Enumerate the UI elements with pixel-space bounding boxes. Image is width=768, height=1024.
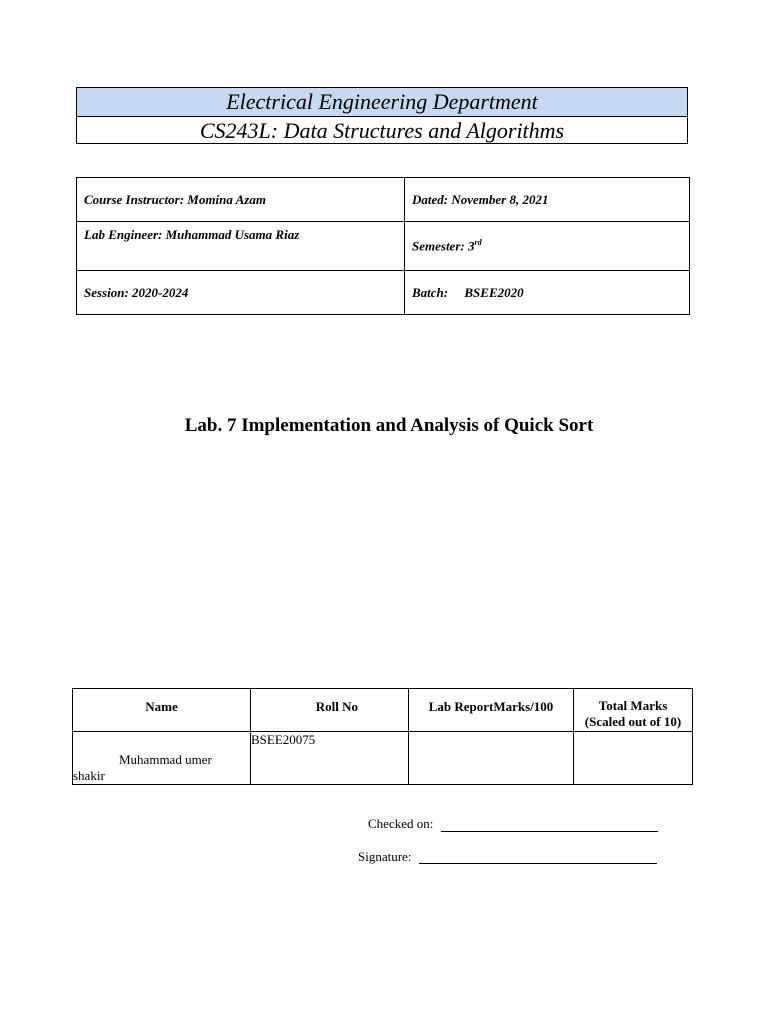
report-marks-cell: [409, 732, 574, 785]
header-total-line1: Total Marks: [598, 698, 668, 713]
batch-value: BSEE2020: [464, 284, 524, 300]
roll-number-cell: [251, 732, 409, 785]
instructor-cell: [77, 178, 405, 222]
roll-number: BSEE20075: [251, 732, 316, 747]
checked-on-label: Checked on:: [368, 816, 434, 831]
student-name-line1: Muhammad umer: [119, 752, 212, 767]
instructor-text: Course Instructor: Momina Azam: [84, 191, 266, 207]
header-box: [76, 87, 688, 144]
course-info-table: [76, 177, 690, 315]
session-text: Session: 2020-2024: [84, 284, 189, 300]
signature-line: [419, 863, 657, 864]
student-name-cell: [73, 732, 251, 785]
course-title: CS243L: Data Structures and Algorithms: [199, 118, 565, 143]
total-marks-cell: [574, 732, 693, 785]
dated-text: Dated: November 8, 2021: [412, 191, 549, 207]
header-roll-text: Roll No: [315, 699, 358, 714]
marks-table: [72, 688, 693, 785]
semester-text: Semester: 3: [412, 238, 475, 254]
header-name: Name: [73, 689, 251, 732]
dated-cell: [405, 178, 690, 222]
header-total: [574, 689, 693, 732]
batch-cell: [405, 271, 690, 315]
lab-engineer-cell: [77, 222, 405, 271]
header-report: Lab ReportMarks/100: [409, 689, 574, 732]
semester-cell: [405, 222, 690, 271]
student-name-line2: shakir: [73, 768, 105, 783]
semester-suffix: rd: [474, 237, 482, 247]
header-total-line2: (Scaled out of 10): [584, 714, 682, 729]
header-roll: [251, 689, 409, 732]
signature-label: Signature:: [358, 849, 412, 864]
lab-engineer-text: Lab Engineer: Muhammad Usama Riaz: [84, 227, 300, 242]
department-title: Electrical Engineering Department: [77, 88, 687, 117]
lab-title: Lab. 7 Implementation and Analysis of Quick Sort: [184, 415, 594, 436]
session-cell: [77, 271, 405, 315]
checked-on-line: [441, 831, 658, 832]
batch-label: Batch:: [412, 284, 449, 300]
